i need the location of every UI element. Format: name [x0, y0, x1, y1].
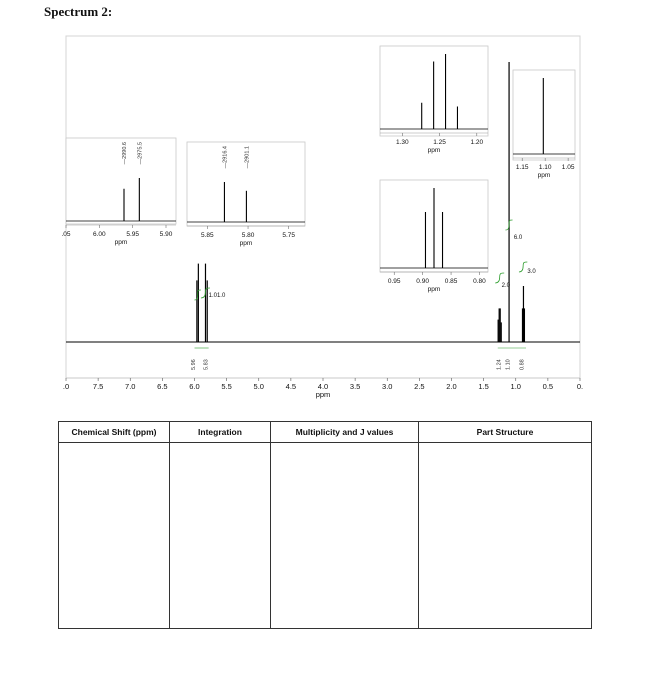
inset-0-88-tick-label: 0.85 [444, 278, 458, 285]
inset-0-88-axis-label: ppm [427, 286, 441, 293]
table-row [59, 443, 592, 629]
inset-5-95-tick-label: .05 [61, 231, 71, 238]
integration-label: 1.01.0 [208, 293, 226, 299]
peak-pick-label: 1.10 [505, 359, 512, 370]
x-tick-label: 4.5 [285, 382, 297, 391]
inset-5-82-axis-label: ppm [239, 240, 253, 247]
inset-1-10-frame [513, 70, 575, 160]
table-header-row [59, 422, 592, 443]
x-tick-label: 1.0 [510, 382, 521, 391]
inset-5-82-tick-label: 5.75 [282, 232, 296, 239]
inset-5-95-peak-label: —2975.5 [137, 142, 144, 165]
table-cell-part-structure[interactable] [419, 443, 592, 629]
x-tick-label: 0.5 [542, 382, 554, 391]
integration-label: 6.0 [513, 235, 523, 241]
inset-5-95-frame [66, 138, 176, 224]
header-chemical-shift: Chemical Shift (ppm) [59, 422, 170, 443]
integration-curve [519, 262, 527, 272]
inset-1-10-tick-label: 1.05 [561, 164, 575, 171]
inset-1-10-axis-label: ppm [537, 172, 551, 179]
peak-pick-label: 0.88 [519, 359, 526, 370]
inset-1-25-tick-label: 1.30 [396, 139, 409, 146]
inset-0-88-tick-label: 0.80 [473, 278, 486, 285]
peak-pick-label: 5.96 [191, 359, 198, 370]
inset-0-88-tick-label: 0.90 [416, 278, 429, 285]
inset-5-95-tick-label: 5.90 [159, 231, 173, 238]
data-table [58, 421, 592, 629]
x-tick-label: 3.5 [349, 382, 361, 391]
integration-label: 3.0 [527, 269, 536, 275]
x-tick-label: 3.0 [382, 382, 393, 391]
x-tick-label: 5.5 [221, 382, 232, 391]
inset-5-95-tick-label: 6.00 [93, 231, 106, 238]
inset-1-10-tick-label: 1.15 [515, 164, 529, 171]
x-tick-label: 5.0 [253, 382, 264, 391]
page-title: Spectrum 2: [44, 4, 113, 19]
header-part-structure: Part Structure [419, 422, 592, 443]
x-tick-label: 7.0 [125, 382, 136, 391]
inset-5-95-peak-label: —2990.6 [122, 142, 128, 165]
inset-5-82-peak-label: —2916.4 [222, 146, 229, 169]
x-tick-label: 2.5 [414, 382, 425, 391]
peak-pick-label: 1.24 [496, 359, 503, 370]
x-tick-label: 4.0 [317, 382, 329, 391]
inset-0-88-tick-label: 0.95 [387, 278, 401, 285]
inset-5-82-tick-label: 5.80 [241, 232, 255, 239]
inset-5-82-peak-label: —2901.1 [244, 146, 251, 169]
x-tick-label: 6.5 [157, 382, 168, 391]
x-tick-label: 0. [576, 382, 584, 391]
inset-5-95-axis-label: ppm [114, 239, 128, 246]
x-tick-label: .0 [62, 382, 70, 391]
x-axis-label: ppm [315, 390, 331, 399]
table-cell-multiplicity[interactable] [271, 443, 419, 629]
inset-1-25-tick-label: 1.25 [433, 139, 446, 146]
peak-pick-label: 5.83 [203, 359, 210, 370]
inset-1-25-tick-label: 1.20 [470, 139, 484, 146]
header-integration: Integration [170, 422, 271, 443]
x-tick-label: 2.0 [446, 382, 457, 391]
table-cell-shift[interactable] [59, 443, 170, 629]
integration-label: 2.0 [501, 283, 510, 289]
inset-1-25-axis-label: ppm [427, 147, 441, 154]
integration-curve [195, 290, 201, 300]
inset-5-95-tick-label: 5.95 [126, 231, 139, 238]
x-tick-label: 1.5 [478, 382, 489, 391]
x-tick-label: 6.0 [189, 382, 200, 391]
table-cell-integration[interactable] [170, 443, 271, 629]
integration-curve [495, 273, 504, 283]
inset-1-10-tick-label: 1.10 [538, 164, 552, 171]
header-multiplicity: Multiplicity and J values [271, 422, 419, 443]
x-tick-label: 7.5 [92, 382, 104, 391]
inset-5-82-tick-label: 5.85 [201, 232, 214, 239]
